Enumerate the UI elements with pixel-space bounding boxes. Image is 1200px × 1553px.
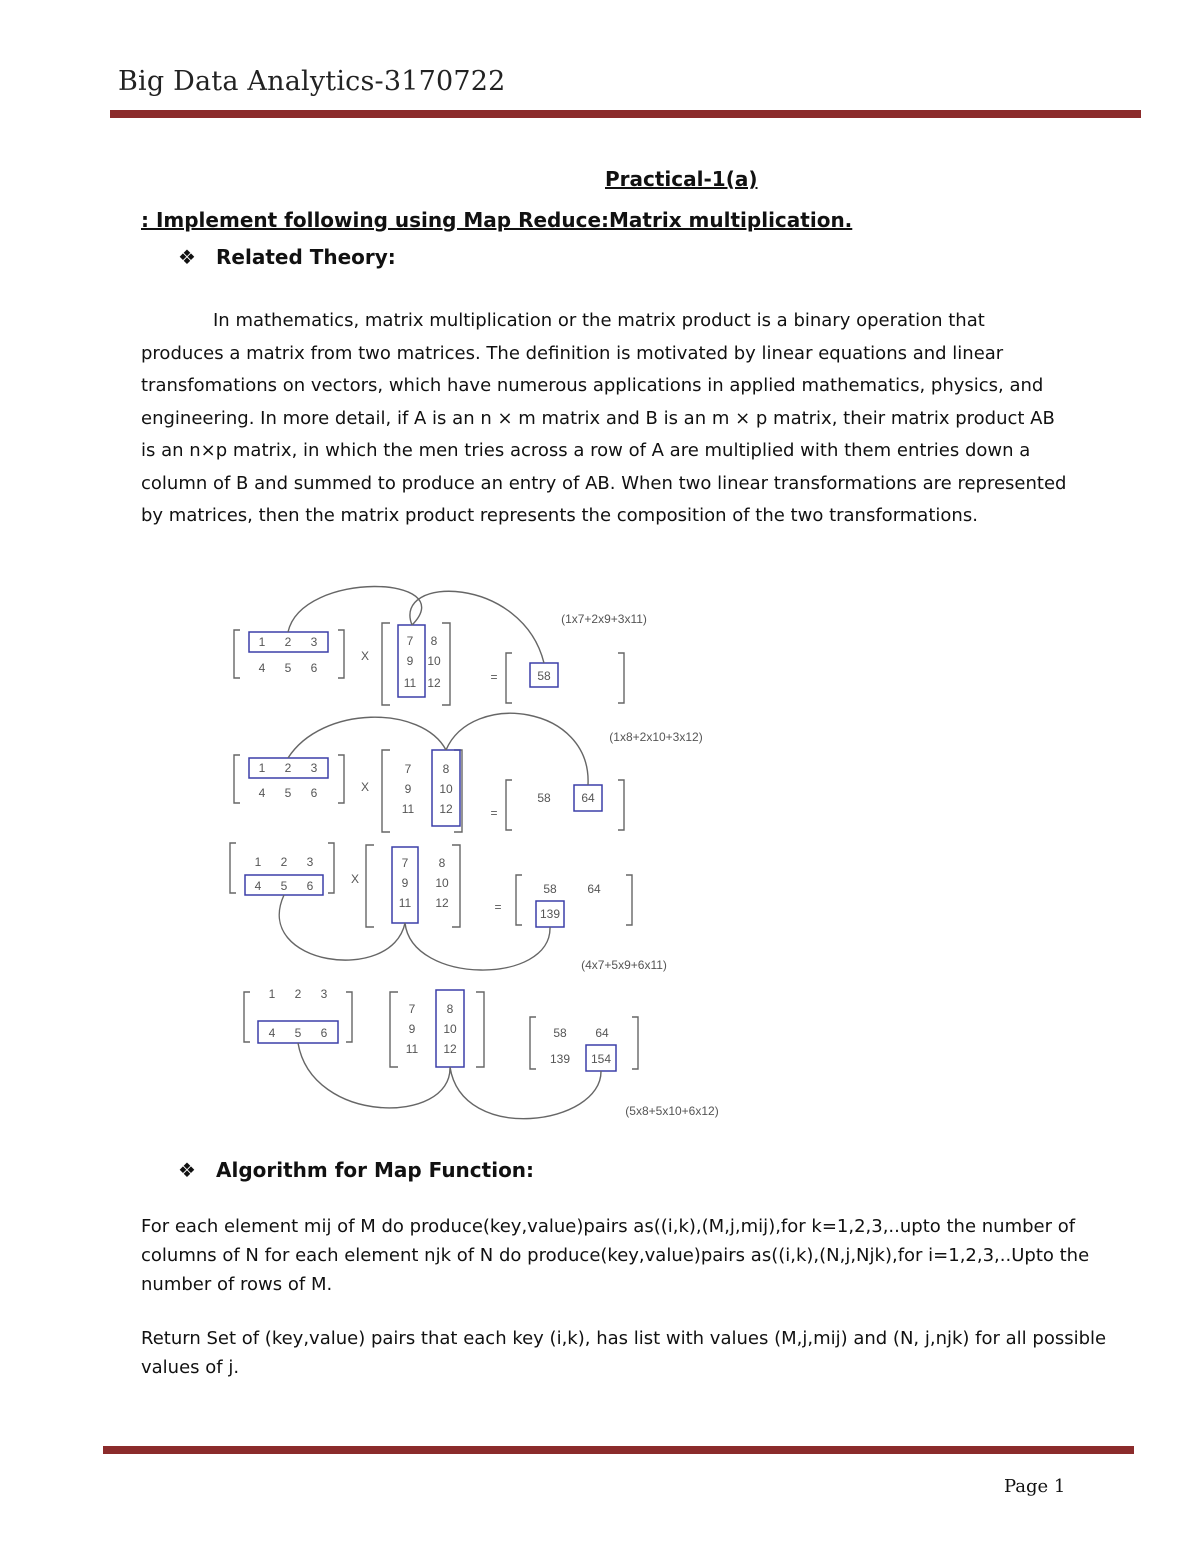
- b32: 12: [443, 1042, 457, 1056]
- result-64: 64: [595, 1026, 609, 1040]
- b22: 10: [443, 1022, 457, 1036]
- b21: 9: [404, 782, 412, 796]
- b12: 8: [446, 1002, 454, 1016]
- formula-2: (1x8+2x10+3x12): [609, 730, 703, 744]
- formula-3: (4x7+5x9+6x11): [581, 958, 667, 972]
- header-rule: [110, 110, 1141, 118]
- result-154: 154: [590, 1052, 612, 1066]
- b32: 12: [427, 676, 441, 690]
- result-58: 58: [537, 669, 551, 683]
- a23: 6: [310, 786, 318, 800]
- result-64: 64: [587, 882, 601, 896]
- times-sign: X: [350, 872, 360, 886]
- result-64: 64: [581, 791, 595, 805]
- theory-paragraph: In mathematics, matrix multiplication or the matrix product is a binary operation that produces a matrix from two matrices. The definition is motivated by linear equations and linear transfomations on vectors, which have numerous applications in applied mathematics, physics, and engineering. In more detail, if A is an n × m matrix and B is an m × p matrix, their matrix product AB is an n×p matrix, in which the men tries across a row of A are multiplied with them entries down a column of B and summed to produce an entry of AB. When two linear transformations are represented by matrices, then the matrix product represents the composition of the two transformations.: [141, 310, 1067, 526]
- equals-sign: =: [490, 670, 498, 684]
- header-title: Big Data Analytics-3170722: [118, 66, 506, 97]
- algorithm-heading-label: Algorithm for Map Function:: [216, 1158, 535, 1182]
- b31: 11: [398, 896, 412, 910]
- a11: 1: [268, 987, 276, 1001]
- a21: 4: [268, 1026, 276, 1040]
- a22: 5: [294, 1026, 302, 1040]
- b11: 7: [401, 856, 409, 870]
- a13: 3: [306, 855, 314, 869]
- theory-heading-label: Related Theory:: [216, 245, 396, 269]
- b21: 9: [408, 1022, 416, 1036]
- b11: 7: [404, 762, 412, 776]
- b22: 10: [439, 782, 453, 796]
- equals-sign: =: [494, 900, 502, 914]
- times-sign: X: [360, 649, 370, 663]
- times-sign: X: [360, 780, 370, 794]
- a13: 3: [310, 635, 318, 649]
- result-58: 58: [537, 791, 551, 805]
- a12: 2: [294, 987, 302, 1001]
- a11: 1: [254, 855, 262, 869]
- b32: 12: [439, 802, 453, 816]
- result-139: 139: [539, 907, 561, 921]
- algorithm-paragraph-2: Return Set of (key,value) pairs that each key (i,k), has list with values (M,j,mij) and (N, j,njk) for all possible values of j.: [141, 1328, 1107, 1378]
- b21: 9: [406, 654, 414, 668]
- a13: 3: [320, 987, 328, 1001]
- result-58: 58: [543, 882, 557, 896]
- theory-heading: [178, 245, 396, 269]
- a12: 2: [284, 635, 292, 649]
- equals-sign: =: [490, 806, 498, 820]
- formula-4: (5x8+5x10+6x12): [625, 1104, 719, 1118]
- b12: 8: [430, 634, 438, 648]
- b22: 10: [435, 876, 449, 890]
- a21: 4: [258, 661, 266, 675]
- a21: 4: [258, 786, 266, 800]
- a23: 6: [320, 1026, 328, 1040]
- b21: 9: [401, 876, 409, 890]
- b31: 11: [405, 1042, 419, 1056]
- practical-title: Practical-1(a): [605, 167, 758, 191]
- diamond-bullet-icon: ❖: [178, 1158, 196, 1182]
- result-58: 58: [553, 1026, 567, 1040]
- a21: 4: [254, 879, 262, 893]
- task-statement: : Implement following using Map Reduce:Matrix multiplication.: [141, 208, 853, 232]
- a22: 5: [284, 786, 292, 800]
- b22: 10: [427, 654, 441, 668]
- a23: 6: [306, 879, 314, 893]
- algorithm-heading: [178, 1158, 534, 1182]
- a11: 1: [258, 635, 266, 649]
- b12: 8: [438, 856, 446, 870]
- a23: 6: [310, 661, 318, 675]
- b31: 11: [403, 676, 417, 690]
- page-number: Page 1: [1004, 1476, 1066, 1497]
- result-139: 139: [549, 1052, 571, 1066]
- b31: 11: [401, 802, 415, 816]
- a12: 2: [280, 855, 288, 869]
- diamond-bullet-icon: ❖: [178, 245, 196, 269]
- b32: 12: [435, 896, 449, 910]
- b12: 8: [442, 762, 450, 776]
- a22: 5: [280, 879, 288, 893]
- a22: 5: [284, 661, 292, 675]
- a13: 3: [310, 761, 318, 775]
- formula-1: (1x7+2x9+3x11): [561, 612, 647, 626]
- b11: 7: [406, 634, 414, 648]
- footer-rule: [103, 1446, 1134, 1454]
- b11: 7: [408, 1002, 416, 1016]
- algorithm-paragraph-1: For each element mij of M do produce(key,value)pairs as((i,k),(M,j,mij),for k=1,2,3,..upto the number of columns of N for each element njk of N do produce(key,value)pairs as((i,k),(N,j,Njk),for i=1,2,3,..Upto the number of rows of M.: [141, 1216, 1090, 1295]
- a11: 1: [258, 761, 266, 775]
- matrix-multiplication-diagram: [222, 585, 762, 1145]
- a12: 2: [284, 761, 292, 775]
